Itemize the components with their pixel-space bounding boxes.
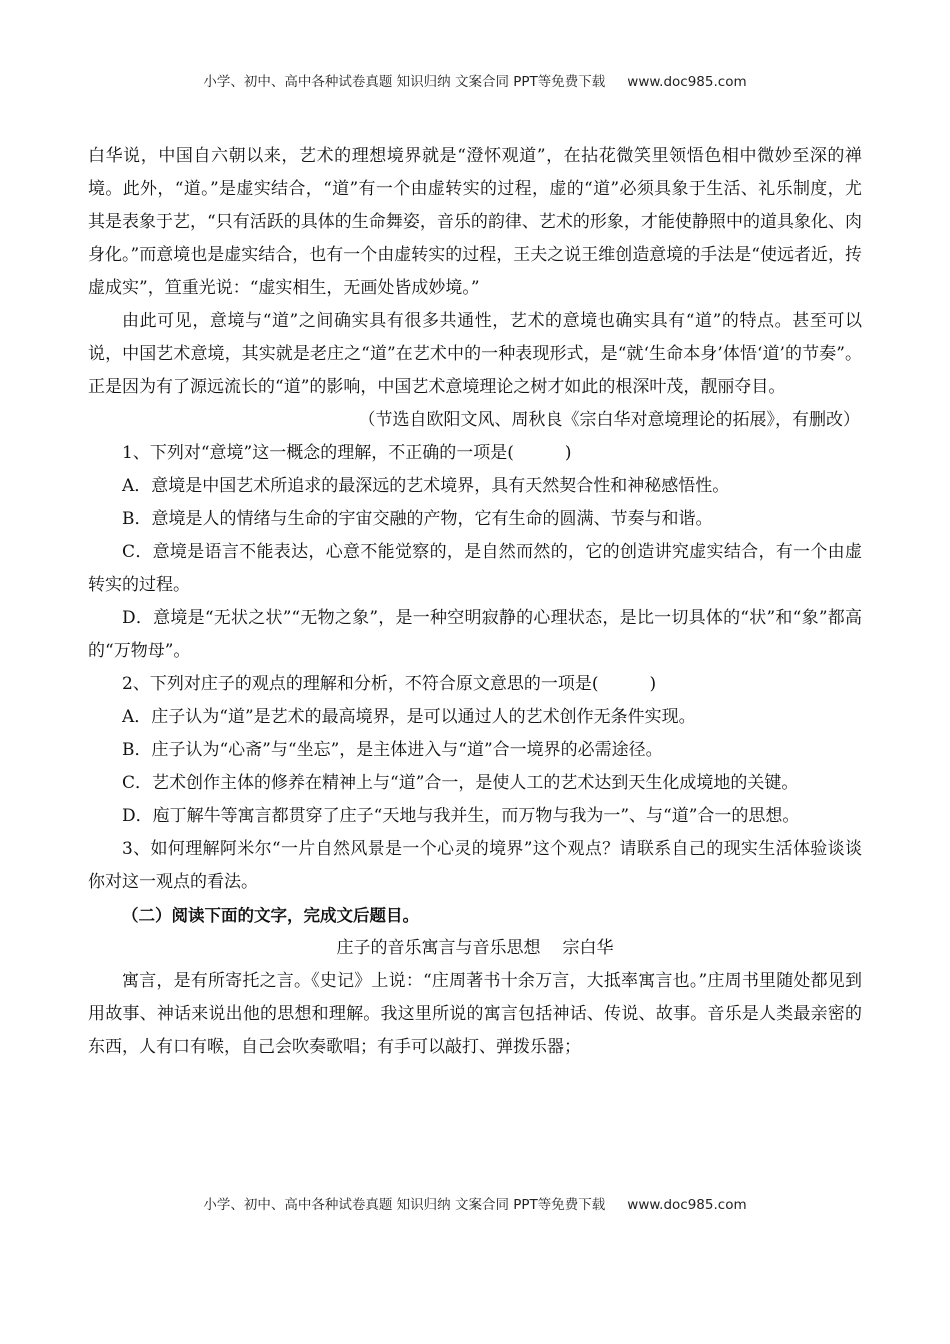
footer-text: 小学、初中、高中各种试卷真题 知识归纳 文案合同 PPT等免费下载 [203,1197,606,1213]
question-2-stem: 2、下列对庄子的观点的理解和分析，不符合原文意思的一项是( ) [122,674,657,694]
question-1-stem: 1、下列对“意境”这一概念的理解，不正确的一项是( ) [122,443,572,463]
document-body [88,140,862,1064]
header-url[interactable]: www.doc985.com [627,74,747,90]
article-title: 庄子的音乐寓言与音乐思想 [336,938,541,958]
section-2-heading: （二）阅读下面的文字，完成文后题目。 [122,906,419,925]
article-author: 宗白华 [562,938,614,958]
question-2-option-d: D．庖丁解牛等寓言都贯穿了庄子“天地与我并生，而万物与我为一”、与“道”合一的思想。 [122,806,800,826]
passage-paragraph-2: 由此可见，意境与“道”之间确实具有很多共通性，艺术的意境也确实具有“道”的特点。甚至可以说，中国艺术意境，其实就是老庄之“道”在艺术中的一种表现形式，是“就‘生命本身’体悟‘道’的节奏”。正是因为有了源远流长的“道”的影响，中国艺术意境理论之树才如此的根深叶茂，靓丽夺目。 [88,311,862,397]
section-2-title-line [88,932,862,965]
page-footer [0,1193,950,1213]
question-1-option-d: D．意境是“无状之状”“无物之象”，是一种空明寂静的心理状态，是比一切具体的“状”和“象”都高的“万物母”。 [88,608,862,661]
question-3-stem: 3、如何理解阿米尔“一片自然风景是一个心灵的境界”这个观点？请联系自己的现实生活体验谈谈你对这一观点的看法。 [88,839,862,892]
footer-url[interactable]: www.doc985.com [627,1197,747,1213]
header-text: 小学、初中、高中各种试卷真题 知识归纳 文案合同 PPT等免费下载 [203,74,606,90]
question-1-option-a: A．意境是中国艺术所追求的最深远的艺术境界，具有天然契合性和神秘感悟性。 [122,476,730,496]
passage-paragraph-1: 白华说，中国自六朝以来，艺术的理想境界就是“澄怀观道”，在拈花微笑里领悟色相中微妙至深的禅境。此外，“道。”是虚实结合，“道”有一个由虚转实的过程，虚的“道”必须具象于生活、礼乐制度，尤其是表象于艺，“只有活跃的具体的生命舞姿，音乐的韵律、艺术的形象，才能使静照中的道具象化、肉身化。”而意境也是虚实结合，也有一个由虚转实的过程，王夫之说王维创造意境的手法是“使远者近，抟虚成实”，笪重光说：“虚实相生，无画处皆成妙境。” [88,146,862,298]
passage-source: （节选自欧阳文风、周秋良《宗白华对意境理论的拓展》，有删改） [358,410,860,430]
question-1-option-b: B．意境是人的情绪与生命的宇宙交融的产物，它有生命的圆满、节奏与和谐。 [122,509,713,529]
page-header [0,70,950,90]
question-2-option-b: B．庄子认为“心斋”与“坐忘”，是主体进入与“道”合一境界的必需途径。 [122,740,663,760]
question-2-option-c: C．艺术创作主体的修养在精神上与“道”合一，是使人工的艺术达到天生化成境地的关键。 [122,773,799,793]
section-2-paragraph: 寓言，是有所寄托之言。《史记》上说：“庄周著书十余万言，大抵率寓言也。”庄周书里随处都见到用故事、神话来说出他的思想和理解。我这里所说的寓言包括神话、传说、故事。音乐是人类最亲密的东西，人有口有喉，自己会吹奏歌唱；有手可以敲打、弹拨乐器； [88,971,862,1057]
question-1-option-c: C．意境是语言不能表达，心意不能觉察的，是自然而然的，它的创造讲究虚实结合，有一个由虚转实的过程。 [88,542,862,595]
question-2-option-a: A．庄子认为“道”是艺术的最高境界，是可以通过人的艺术创作无条件实现。 [122,707,696,727]
